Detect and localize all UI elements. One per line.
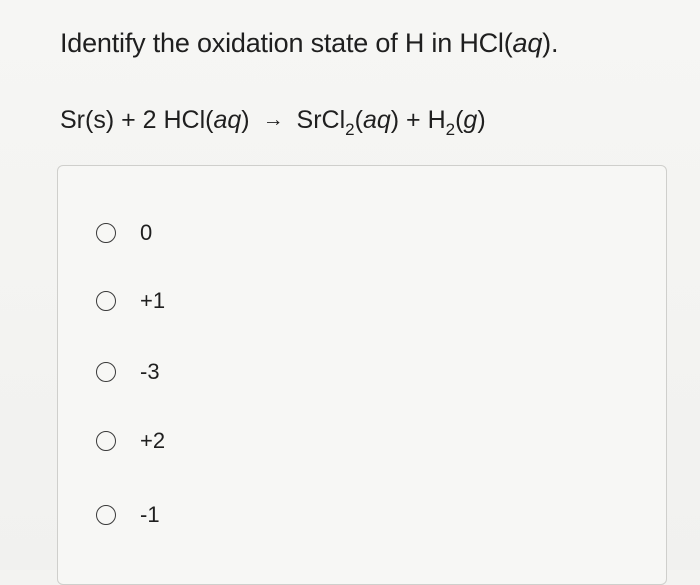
option-label: +1: [140, 288, 166, 313]
reactant-hcl-close: ): [241, 106, 250, 134]
question-suffix: ).: [542, 28, 559, 58]
question-prefix: Identify the oxidation state of H in HCl(: [60, 28, 513, 58]
chemical-equation: [60, 106, 486, 140]
radio-button-icon[interactable]: [96, 291, 116, 311]
option-plus-1[interactable]: [96, 285, 165, 317]
product-h-subscript: 2: [445, 120, 456, 139]
option-minus-1[interactable]: [96, 499, 160, 531]
reactant-sr-hcl: Sr(s) + 2 HCl(: [60, 106, 214, 134]
question-italic: aq: [512, 28, 543, 58]
option-label: -1: [140, 502, 160, 527]
radio-button-icon[interactable]: [96, 431, 116, 451]
radio-button-icon[interactable]: [96, 505, 116, 525]
product-srcl-subscript: 2: [345, 120, 355, 139]
answer-options: [57, 165, 667, 585]
product-srcl-state: aq: [362, 106, 391, 134]
option-label: 0: [140, 220, 153, 245]
product-srcl: SrCl: [296, 106, 346, 134]
reactant-hcl-state: aq: [213, 106, 242, 134]
question-text: [60, 28, 558, 59]
option-label: +2: [140, 428, 166, 453]
radio-button-icon[interactable]: [96, 362, 116, 382]
radio-button-icon[interactable]: [96, 223, 116, 243]
option-minus-3[interactable]: [96, 356, 160, 388]
product-h-state: g: [463, 106, 478, 134]
option-plus-2[interactable]: [96, 425, 165, 457]
product-srcl-open: (: [354, 106, 363, 134]
option-label: -3: [140, 359, 160, 384]
product-h-close: ): [477, 106, 486, 134]
product-h-open: (: [455, 106, 464, 134]
product-srcl-close: ) + H: [390, 106, 446, 134]
option-0[interactable]: [96, 217, 152, 249]
reaction-arrow-icon: →: [262, 108, 284, 131]
